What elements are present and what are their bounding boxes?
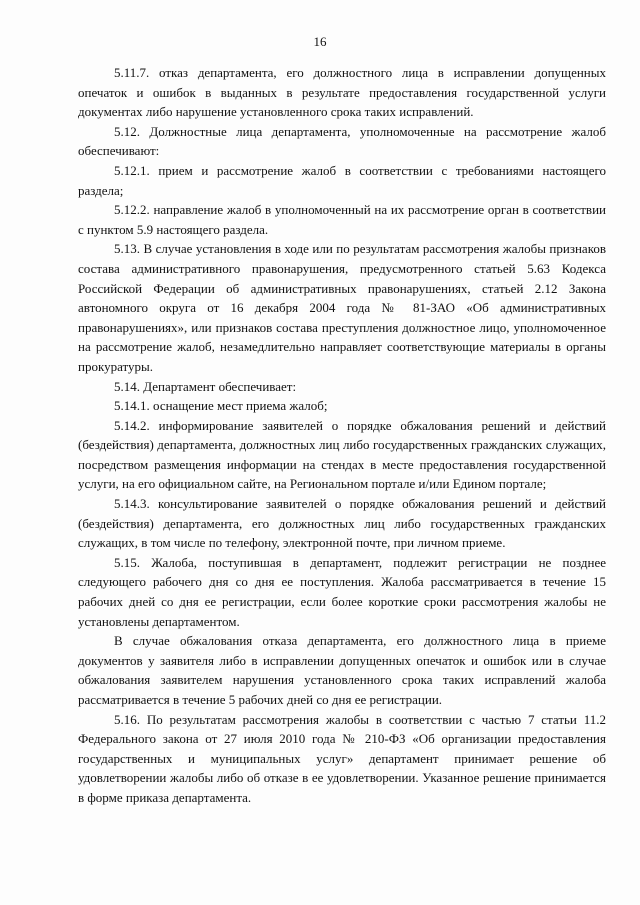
page-number: 16 [313, 34, 327, 49]
paragraph-5-13: 5.13. В случае установления в ходе или по результатам рассмотрения жалобы признаков состава административного правонарушения, предусмотренного статьей 5.63 Кодекса Российской Федерации об административных правонарушениях, статьей 2.12 Закона автономного округа от 16 декабря 2004 года № 81-ЗАО «Об административных правонарушениях», или признаков состава преступления должностное лицо, уполномоченное на рассмотрение жалоб, незамедлительно направляет соответствующие материалы в органы прокуратуры. [78, 241, 606, 374]
paragraph-5-12: 5.12. Должностные лица департамента, уполномоченные на рассмотрение жалоб обеспечивают: [78, 123, 606, 159]
paragraph-5-15-appeal: В случае обжалования отказа департамента, его должностного лица в приеме документов у заявителя либо в исправлении допущенных опечаток и ошибок или в случае обжалования заявителем нарушения установленного срока таких исправлений жалоба рассматривается в течение 5 рабочих дней со дня ее регистрации. [78, 633, 606, 707]
paragraph-5-14-3: 5.14.3. консультирование заявителей о порядке обжалования решений и действий (бездействия) департамента, его должностных лиц либо государственных гражданских служащих, в том числе по телефону, электронной почте, при личном приеме. [78, 496, 606, 551]
paragraph-5-14: 5.14. Департамент обеспечивает: [114, 378, 297, 394]
paragraph-5-15: 5.15. Жалоба, поступившая в департамент, подлежит регистрации не позднее следующего рабочего дня со дня ее поступления. Жалоба рассматривается в течение 15 рабочих дней со дня ее регистрации, если более короткие сроки рассмотрения жалобы не установлены департаментом. [78, 554, 606, 629]
paragraph-5-12-2: 5.12.2. направление жалоб в уполномоченный на их рассмотрение орган в соответствии с пунктом 5.9 настоящего раздела. [78, 202, 606, 237]
paragraph-5-14-2: 5.14.2. информирование заявителей о порядке обжалования решений и действий (бездействия) департамента, должностных лиц либо государственных гражданских служащих, посредством размещения информации на стендах в месте предоставления государственной услуги, на его официальном сайте, на Региональном портале и/или Едином портале; [78, 417, 606, 492]
document-body [78, 63, 606, 808]
paragraph-5-16: 5.16. По результатам рассмотрения жалобы в соответствии с частью 7 статьи 11.2 Федерального закона от 27 июля 2010 года № 210-ФЗ «Об организации предоставления государственных и муниципальных услуг» департамент принимает решение об удовлетворении жалобы либо об отказе в ее удовлетворении. Указанное решение принимается в форме приказа департамента. [78, 711, 606, 805]
paragraph-5-14-1: 5.14.1. оснащение мест приема жалоб; [114, 398, 328, 414]
paragraph-5-12-1: 5.12.1. прием и рассмотрение жалоб в соответствии с требованиями настоящего раздела; [78, 162, 606, 198]
paragraph-5-11-7: 5.11.7. отказ департамента, его должностного лица в исправлении допущенных опечаток и ошибок в выданных в результате предоставления государственной услуги документах либо нарушение установленного срока таких исправлений. [78, 65, 606, 120]
